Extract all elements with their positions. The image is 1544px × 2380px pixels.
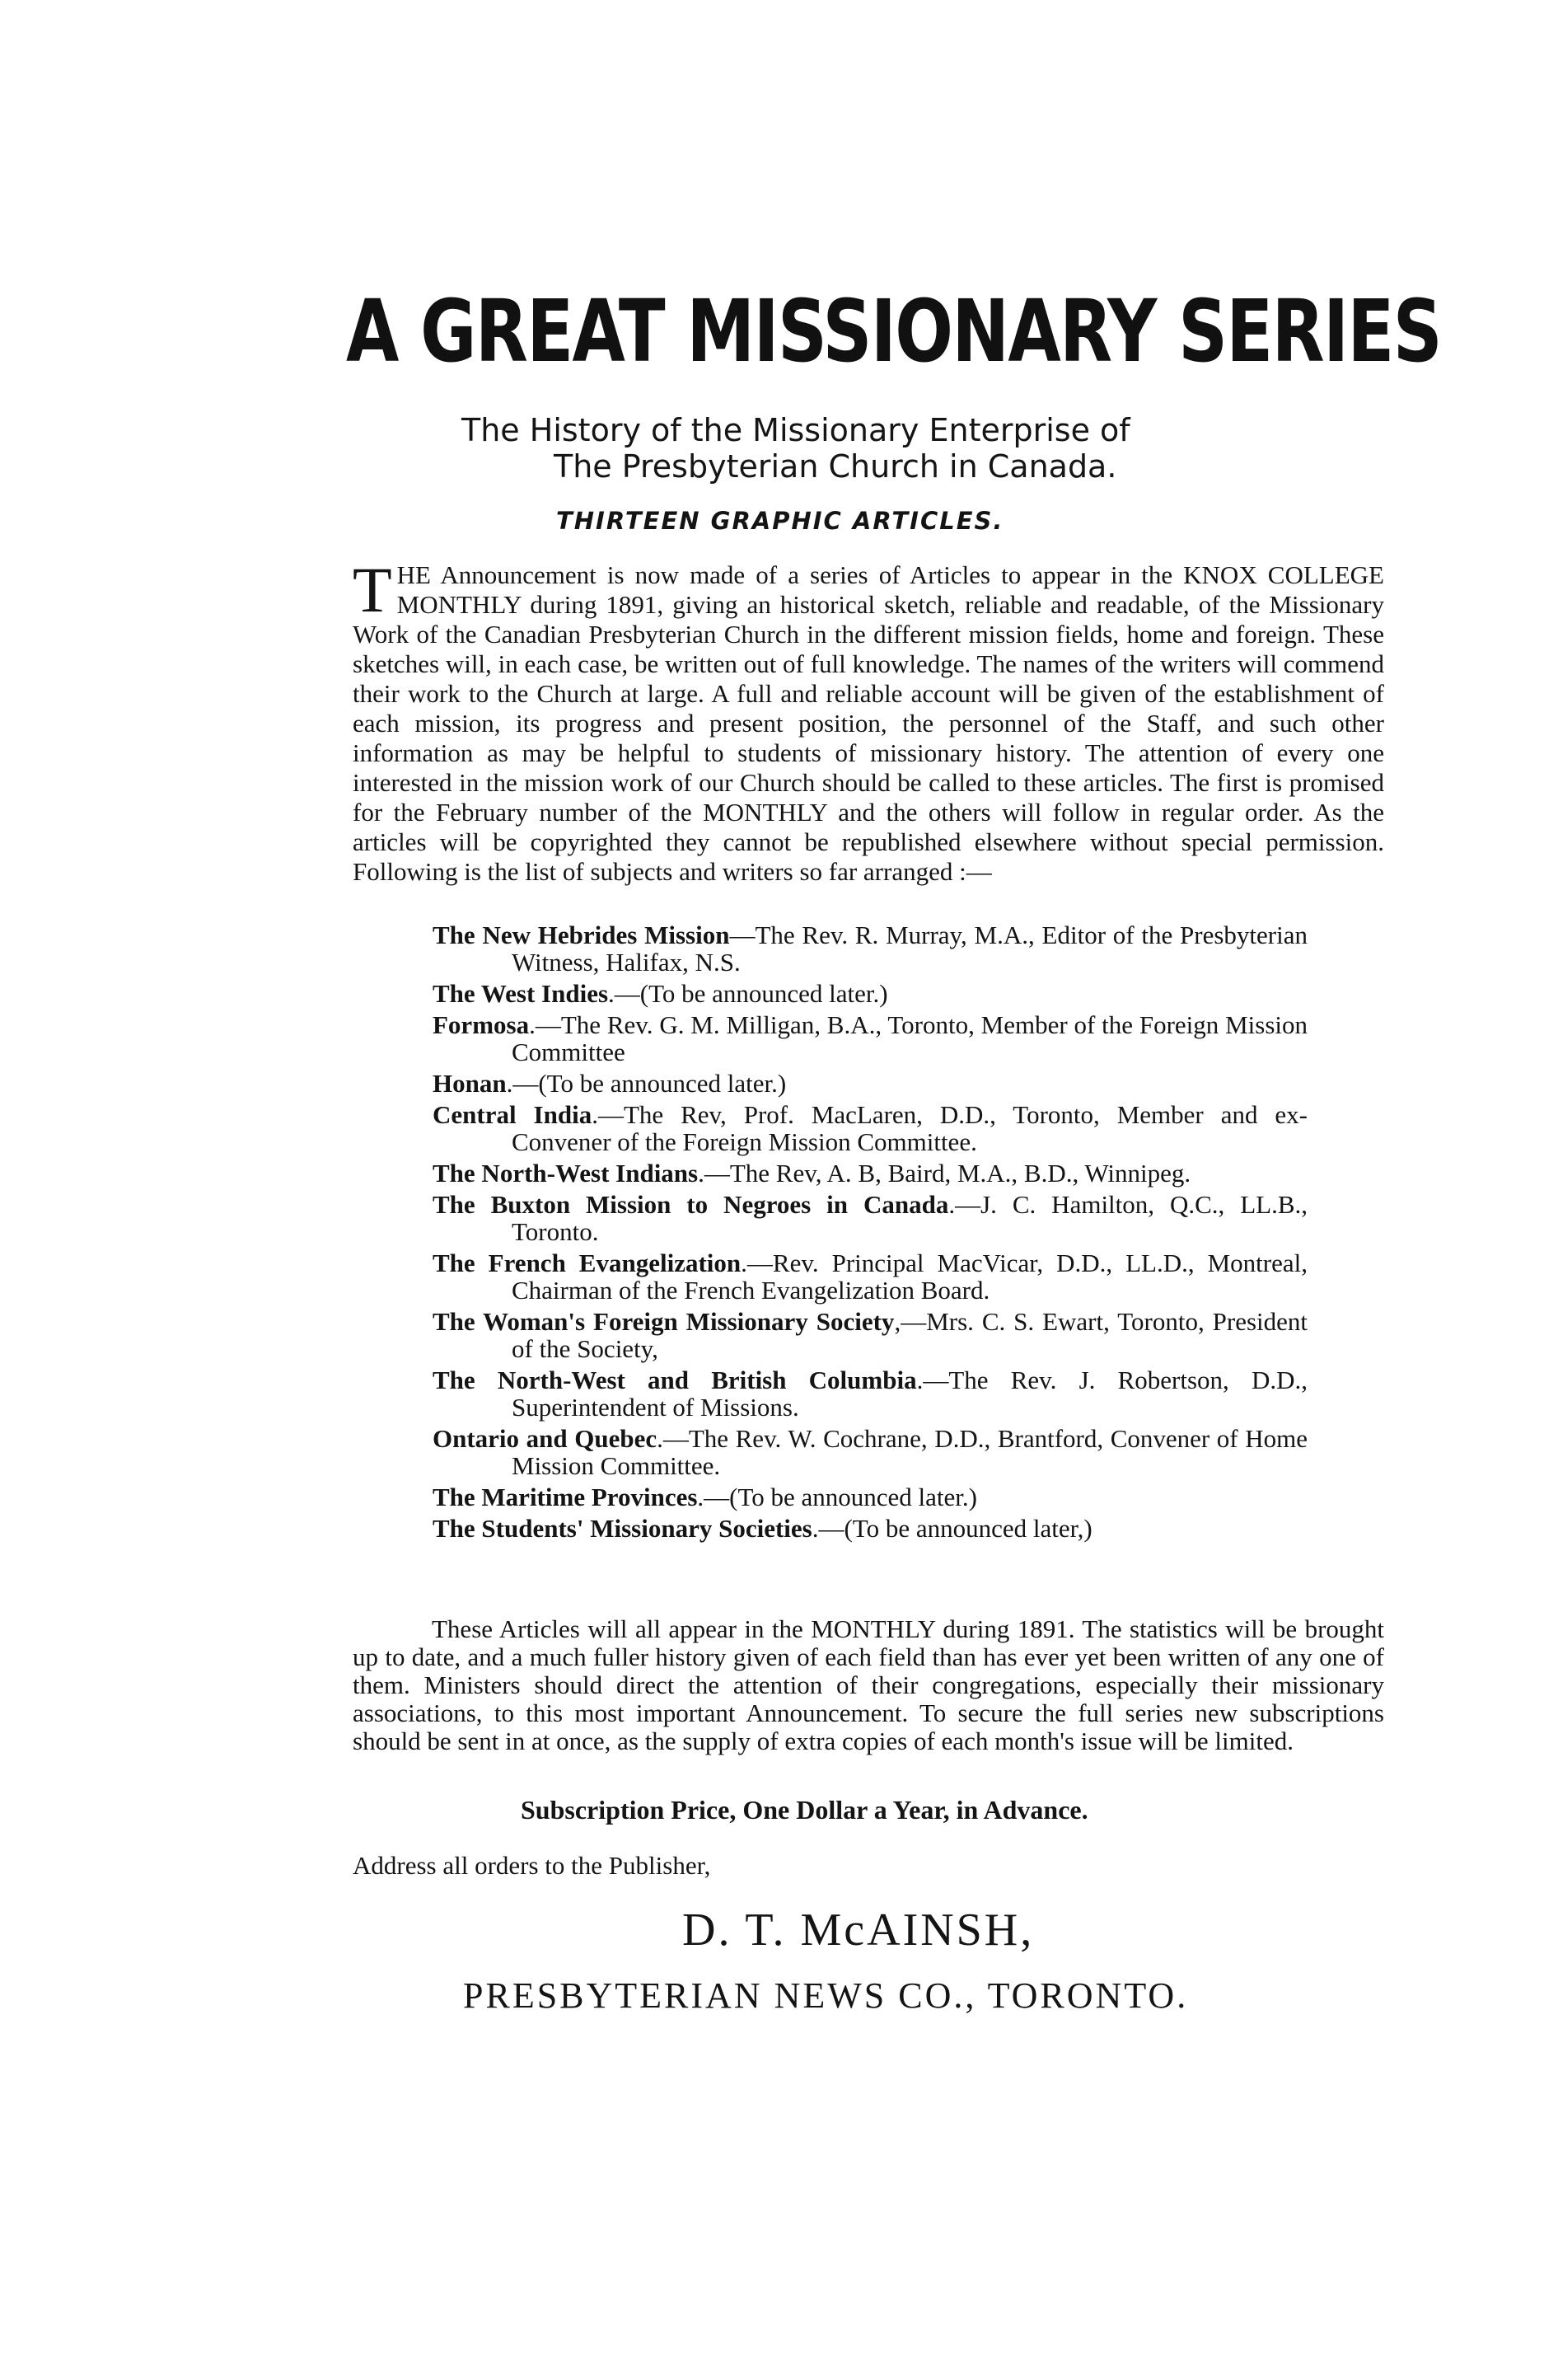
article-writer: .—(To be announced later,) — [812, 1514, 1092, 1543]
intro-text: HE Announcement is now made of a series of Articles to appear in the KNOX COLLEGE MONTHLY during 1891, giving an historical sketch, reliable and readable, of the Missionary Work of the Canadian Presbyterian Church in the different mission fields, home and foreign. These sketches will, in each case, be written out of full knowledge. The names of the writers will commend their work to the Church at large. A full and reliable account will be given of the establishment of each mission, its progress and present position, the personnel of the Staff, and such other information as may be helpful to students of missionary history. The attention of every one interested in the mission work of our Church should be called to these articles. The first is promised for the February number of the MONTHLY and the others will follow in regular order. As the articles will be copyrighted they cannot be republished elsewhere without special permission. Following is the list of subjects and writers so far arranged :— — [353, 560, 1384, 886]
article-writer: .—Rev. Principal MacVicar, D.D., LL.D., Montreal, Chairman of the French Evangelization Board. — [512, 1249, 1308, 1305]
headline: A GREAT MISSIONARY SERIES — [346, 281, 1442, 382]
publisher-name: D. T. McAINSH, — [682, 1904, 1035, 1956]
article-title: The West Indies — [433, 979, 609, 1008]
articles-heading: THIRTEEN GRAPHIC ARTICLES. — [556, 507, 1004, 535]
subtitle — [461, 412, 1326, 485]
subscription-price: Subscription Price, One Dollar a Year, in Advance. — [521, 1795, 1088, 1825]
article-writer: .—J. C. Hamilton, Q.C., LL.B., Toronto. — [512, 1190, 1308, 1246]
article-writer: .—(To be announced later.) — [697, 1483, 977, 1511]
article-writer: .—The Rev. W. Cochrane, D.D., Brantford, Convener of Home Mission Committee. — [512, 1424, 1308, 1480]
article-title: Honan — [433, 1069, 507, 1098]
article-title: Central India — [433, 1100, 592, 1129]
subtitle-line-1: The History of the Missionary Enterprise of — [461, 412, 1130, 448]
drop-cap: T — [353, 554, 392, 625]
article-title: Ontario and Quebec — [433, 1424, 657, 1453]
article-list — [433, 921, 1308, 1546]
closing-paragraph: These Articles will all appear in the MONTHLY during 1891. The statistics will be brought up to date, and a much fuller history given of each field than has ever yet been written of any one of them. Ministers should direct the attention of their congregations, especially their missionary associations, to this most important Announcement. To secure the full series new subscriptions should be sent in at once, as the supply of extra copies of each month's issue will be limited. — [353, 1614, 1384, 1755]
article-title: The North-West and British Columbia — [433, 1366, 917, 1394]
article-entry — [433, 1425, 1308, 1479]
article-title: The Buxton Mission to Negroes in Canada — [433, 1190, 949, 1219]
article-writer: .—The Rev, Prof. MacLaren, D.D., Toronto, Member and ex-Convener of the Foreign Mission Committee. — [512, 1100, 1308, 1156]
publisher-company: PRESBYTERIAN NEWS CO., TORONTO. — [463, 1975, 1189, 2016]
article-writer: .—The Rev. J. Robertson, D.D., Superintendent of Missions. — [512, 1366, 1308, 1422]
article-entry — [433, 1308, 1308, 1362]
intro-paragraph — [353, 554, 1384, 887]
article-writer: .—(To be announced later.) — [506, 1069, 787, 1098]
article-entry — [433, 1515, 1308, 1542]
article-title: The North-West Indians — [433, 1159, 699, 1188]
article-entry — [433, 1249, 1308, 1304]
article-entry — [433, 1191, 1308, 1245]
subtitle-line-2: The Presbyterian Church in Canada. — [554, 448, 1117, 485]
article-writer: ,—Mrs. C. S. Ewart, Toronto, President of the Society, — [512, 1307, 1308, 1363]
article-title: The Students' Missionary Societies — [433, 1514, 812, 1543]
article-entry — [433, 1366, 1308, 1421]
address-line: Address all orders to the Publisher, — [353, 1851, 711, 1880]
article-entry — [433, 980, 1308, 1007]
article-entry — [433, 921, 1308, 976]
article-entry — [433, 1160, 1308, 1187]
article-title: The Woman's Foreign Missionary Society — [433, 1307, 895, 1336]
article-entry — [433, 1101, 1308, 1155]
article-writer: .—(To be announced later.) — [608, 979, 888, 1008]
article-title: The Maritime Provinces — [433, 1483, 698, 1511]
article-entry — [433, 1011, 1308, 1066]
article-writer: .—The Rev. G. M. Milligan, B.A., Toronto, Member of the Foreign Mission Committee — [512, 1010, 1308, 1066]
article-entry — [433, 1483, 1308, 1511]
article-title: Formosa — [433, 1010, 530, 1039]
article-title: The New Hebrides Mission — [433, 921, 730, 949]
article-entry — [433, 1070, 1308, 1097]
article-writer: .—The Rev, A. B, Baird, M.A., B.D., Winnipeg. — [698, 1159, 1191, 1188]
article-writer: —The Rev. R. Murray, M.A., Editor of the Presbyterian Witness, Halifax, N.S. — [512, 921, 1308, 977]
article-title: The French Evangelization — [433, 1249, 742, 1277]
